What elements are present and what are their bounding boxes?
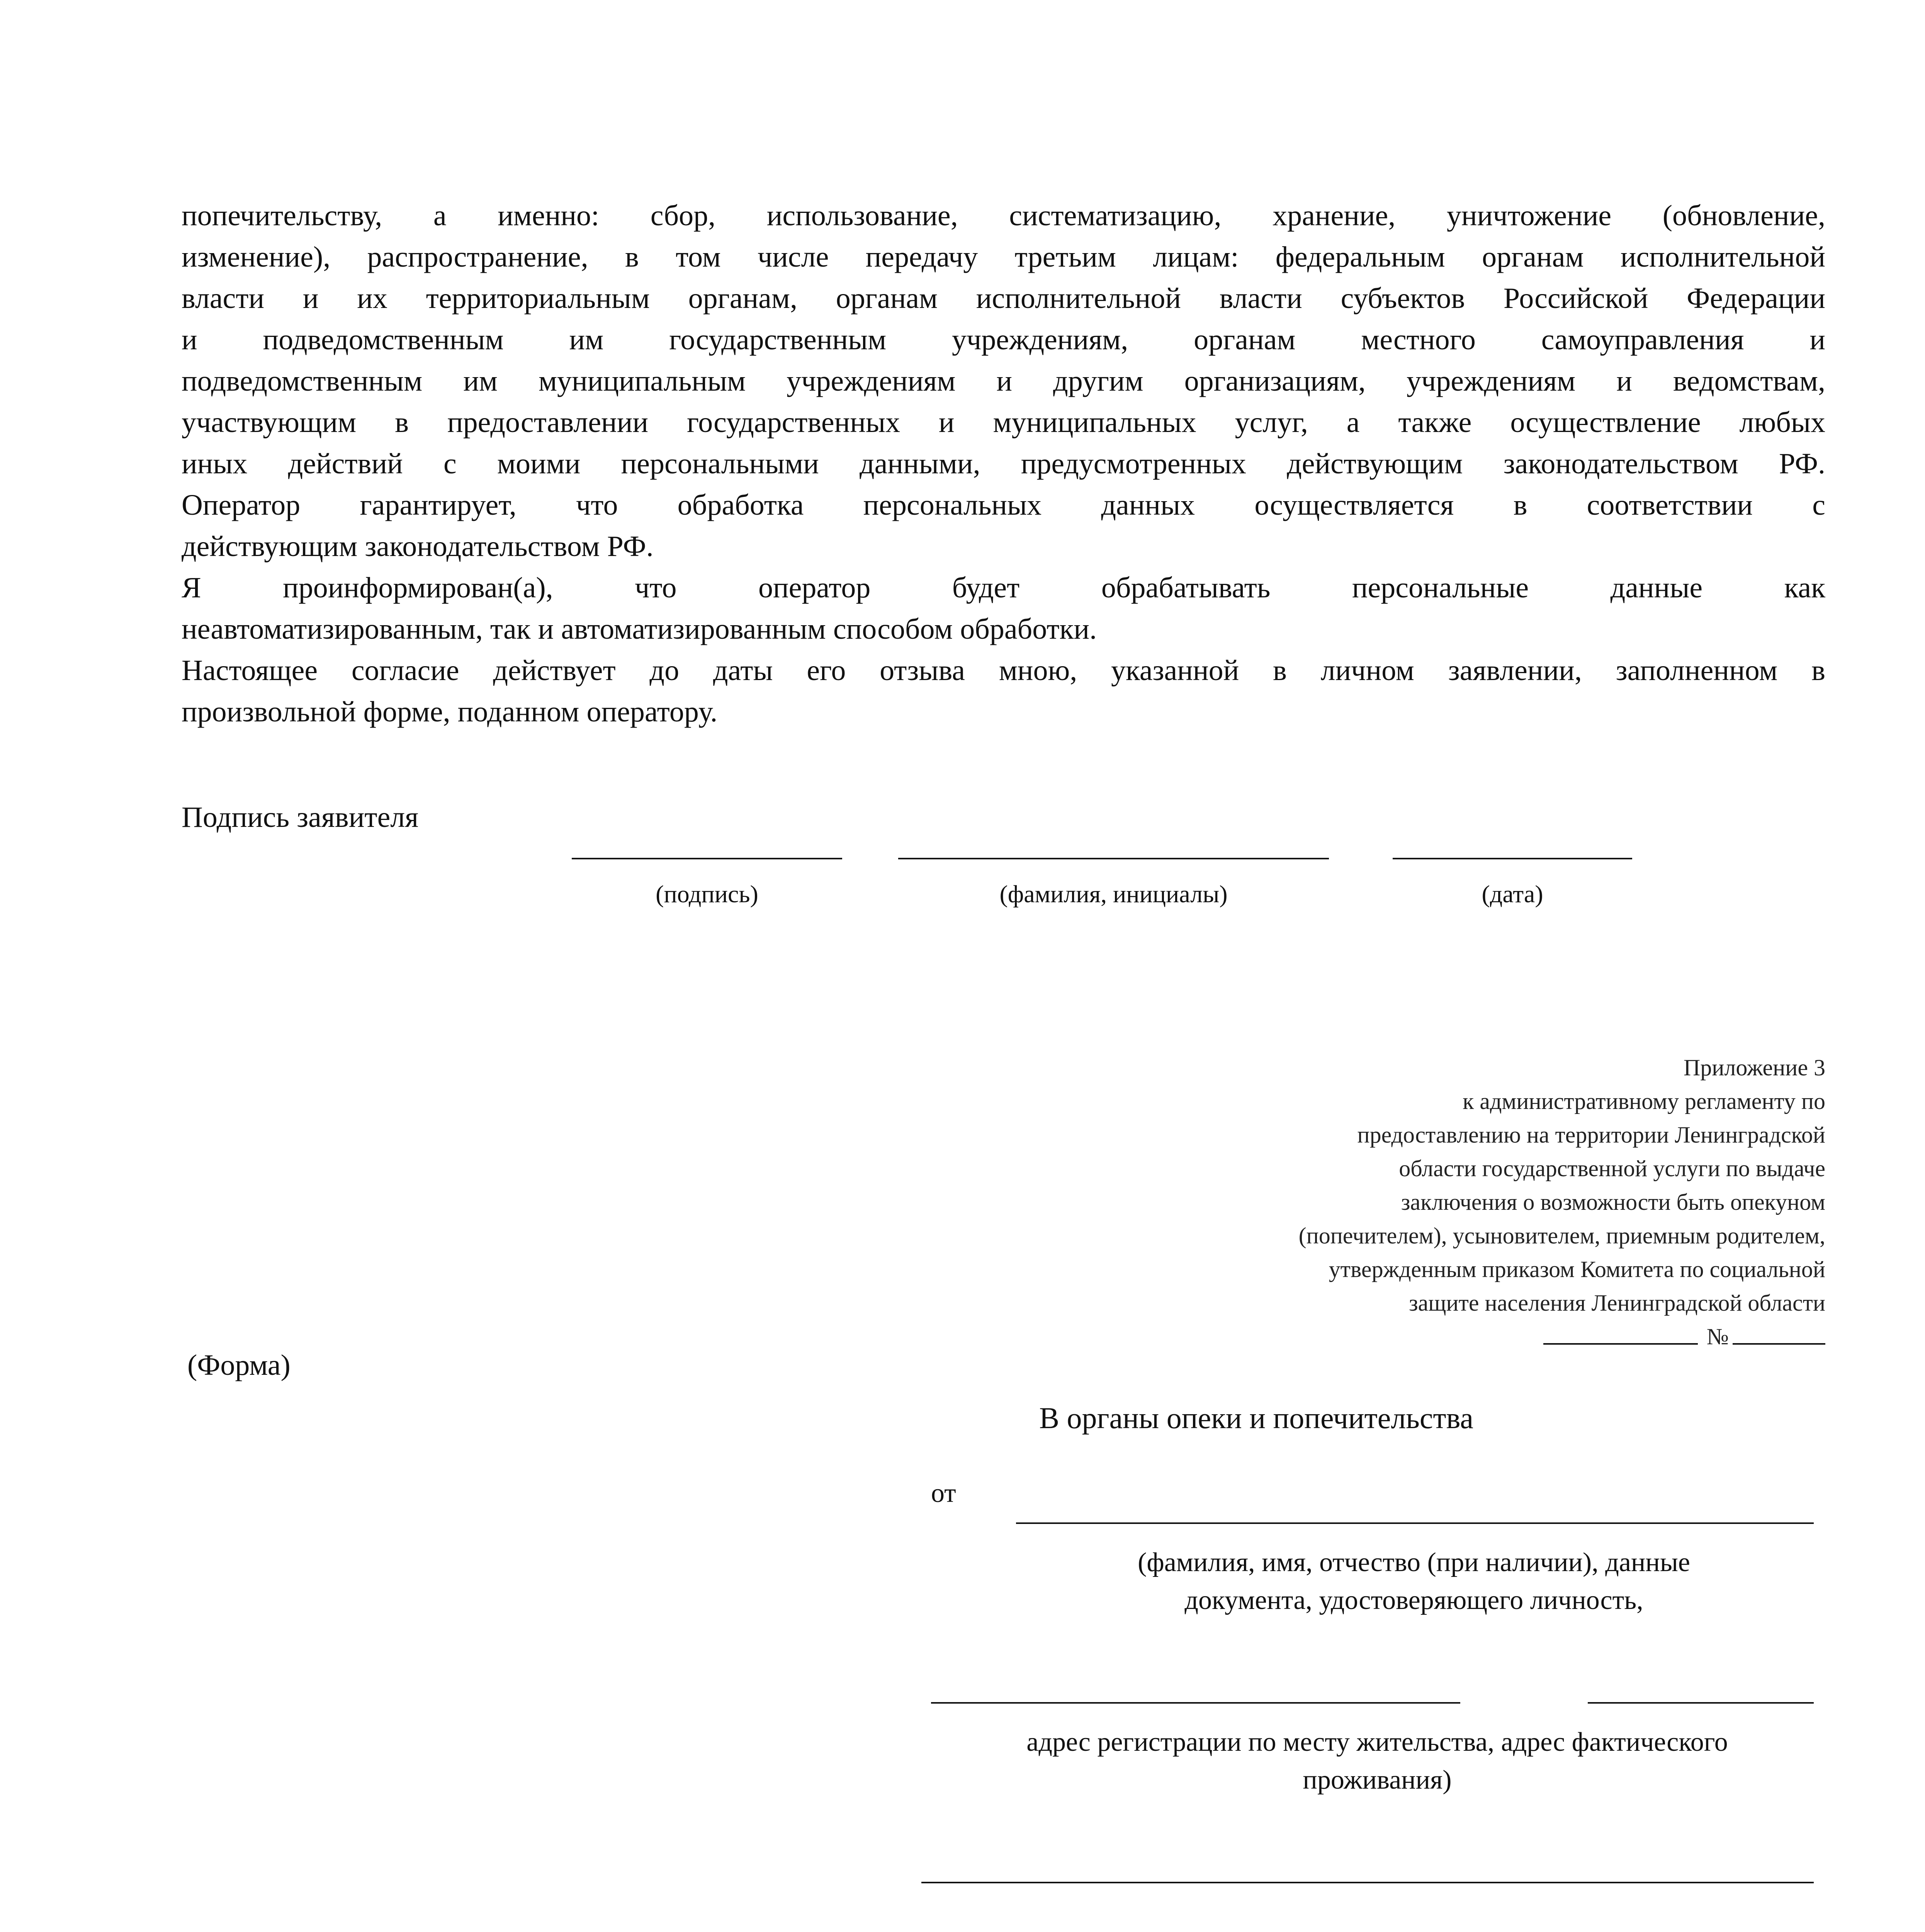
name-initials-line[interactable] xyxy=(898,858,1329,859)
signature-caption: (подпись) xyxy=(656,880,758,908)
appendix-line: к административному регламенту по xyxy=(1463,1088,1825,1114)
applicant-name-line[interactable] xyxy=(1016,1522,1814,1524)
addressee-from-label: от xyxy=(931,1478,956,1508)
appendix-date-line xyxy=(1543,1343,1698,1345)
appendix-line: утвержденным приказом Комитета по социальной xyxy=(1329,1257,1825,1282)
appendix-line: защите населения Ленинградской области xyxy=(1408,1290,1825,1316)
appendix-line: Приложение 3 xyxy=(1683,1055,1825,1080)
consent-text-line: иных действий с моими персональными данными, предусмотренных действующим законодательством РФ. xyxy=(182,447,1825,480)
addressee-to: В органы опеки и попечительства xyxy=(1039,1401,1473,1435)
appendix-number-sign: № xyxy=(1706,1324,1729,1349)
appendix-number-line xyxy=(1733,1343,1825,1345)
consent-text-line: действующим законодательством РФ. xyxy=(182,530,654,563)
consent-text-line: власти и их территориальным органам, органам исполнительной власти субъектов Российской Федерации xyxy=(182,282,1825,315)
consent-text-line: и подведомственным им государственным учреждениям, органам местного самоуправления и xyxy=(182,323,1825,356)
identity-document-line[interactable] xyxy=(931,1702,1460,1704)
appendix-line: заключения о возможности быть опекуном xyxy=(1401,1189,1825,1215)
appendix-header xyxy=(1091,1051,1825,1354)
consent-text-line: изменение), распространение, в том числе передачу третьим лицам: федеральным органам исполнительной xyxy=(182,241,1825,273)
date-line[interactable] xyxy=(1393,858,1632,859)
consent-text-line: Я проинформирован(а), что оператор будет обрабатывать персональные данные как xyxy=(182,571,1825,604)
consent-text-line: Настоящее согласие действует до даты его отзыва мною, указанной в личном заявлении, заполненном в xyxy=(182,654,1825,687)
applicant-name-caption xyxy=(981,1544,1847,1619)
consent-text-line: произвольной форме, поданном оператору. xyxy=(182,696,718,728)
caption-line: проживания) xyxy=(1303,1765,1452,1795)
signature-label: Подпись заявителя xyxy=(182,801,419,833)
date-caption: (дата) xyxy=(1482,880,1543,908)
caption-line: (фамилия, имя, отчество (при наличии), данные xyxy=(1138,1548,1690,1577)
consent-paragraph xyxy=(182,195,1825,733)
appendix-line: области государственной услуги по выдаче xyxy=(1399,1156,1825,1181)
name-initials-caption: (фамилия, инициалы) xyxy=(999,880,1228,908)
consent-text-line: участвующим в предоставлении государственных и муниципальных услуг, а также осуществление любых xyxy=(182,406,1825,439)
address-caption xyxy=(919,1723,1835,1799)
appendix-line: предоставлению на территории Ленинградской xyxy=(1357,1122,1825,1148)
consent-text-line: подведомственным им муниципальным учреждениям и другим организациям, учреждениям и ведомствам, xyxy=(182,365,1825,397)
form-label: (Форма) xyxy=(187,1349,291,1381)
caption-line: адрес регистрации по месту жительства, адрес фактического xyxy=(1026,1727,1728,1757)
appendix-line: (попечителем), усыновителем, приемным родителем, xyxy=(1298,1223,1825,1248)
signature-line[interactable] xyxy=(572,858,842,859)
consent-text-line: неавтоматизированным, так и автоматизированным способом обработки. xyxy=(182,613,1097,645)
caption-line: документа, удостоверяющего личность, xyxy=(1184,1585,1643,1615)
address-line-1[interactable] xyxy=(921,1882,1814,1883)
consent-text-line: Оператор гарантирует, что обработка персональных данных осуществляется в соответствии с xyxy=(182,489,1825,521)
consent-text-line: попечительству, а именно: сбор, использование, систематизацию, хранение, уничтожение (обновление, xyxy=(182,199,1825,232)
identity-document-line-2[interactable] xyxy=(1588,1702,1814,1704)
appendix-number-row xyxy=(1091,1320,1825,1354)
